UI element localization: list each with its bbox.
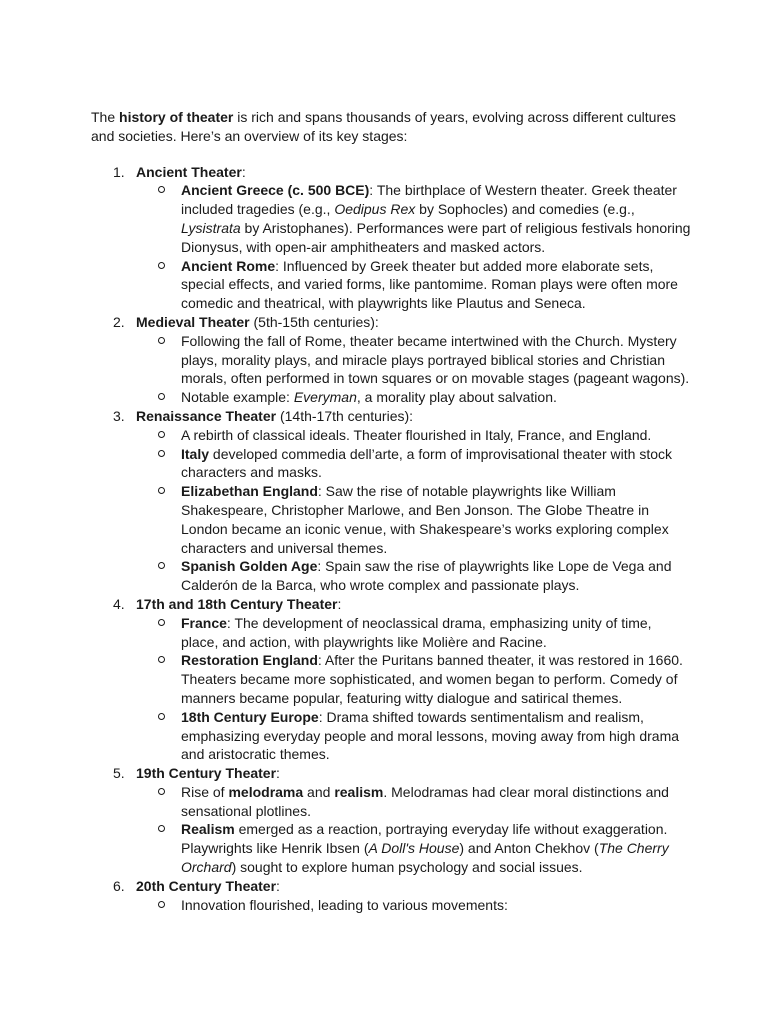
bold-term: 18th Century Europe [181,708,319,725]
sub-list-item [181,482,691,557]
hollow-bullet-icon [158,619,165,626]
bold-term: realism [334,783,384,800]
intro-text-after: is rich and spans thousands of years, evolving across different cultures and societies. Here’s an overview of its key stages: [91,109,676,144]
stage-item [113,764,691,877]
stage-title: Ancient Theater [136,163,242,180]
stage-number: 3. [113,407,125,424]
item-text: by Sophocles) and comedies (e.g., [415,201,635,218]
item-text: ) sought to explore human psychology and social issues. [231,859,583,876]
italic-title: Oedipus Rex [334,201,416,218]
stage-title-suffix: : [337,595,342,612]
hollow-bullet-icon [158,788,165,795]
stage-title: Medieval Theater [136,313,250,330]
hollow-bullet-icon [158,825,165,832]
bold-term: melodrama [228,783,304,800]
stage-title: 20th Century Theater [136,877,277,894]
hollow-bullet-icon [158,393,165,400]
hollow-bullet-icon [158,262,165,269]
intro-bold-term: history of theater [119,109,234,125]
stage-sub-list [136,783,691,877]
hollow-bullet-icon [158,337,165,344]
hollow-bullet-icon [158,901,165,908]
intro-text-before: The [91,109,120,125]
bold-term: Ancient Rome [181,257,276,274]
stages-list [91,163,691,915]
stage-item [113,313,691,407]
hollow-bullet-icon [158,431,165,438]
stage-title-suffix: : [276,765,280,782]
stage-title-suffix: : [276,877,280,894]
stage-number: 2. [113,313,125,330]
stage-title: Renaissance Theater [136,407,277,424]
bold-term: Realism [181,821,235,838]
stage-title-suffix: (14th-17th centuries): [276,407,414,424]
bold-term: Spanish Golden Age [181,558,318,575]
stage-title-suffix: (5th-15th centuries): [249,313,379,330]
stage-sub-list [136,896,691,915]
hollow-bullet-icon [158,186,165,193]
sub-list-item [181,651,691,707]
sub-list-item [181,181,691,256]
item-text: by Aristophanes). Performances were part of religious festivals honoring Dionysus, with open-air amphitheaters and masked actors. [181,219,691,255]
sub-list-item [181,614,691,652]
sub-list-item [181,388,691,407]
sub-list-item [181,426,691,445]
item-text: : Spain saw the rise of playwrights like Lope de Vega and Calderón de la Barca, who wrote complex and passionate plays. [181,558,672,594]
item-text: Notable example: [181,389,294,406]
intro-paragraph [91,108,691,146]
stage-sub-list [136,332,691,407]
sub-list-item [181,783,691,821]
item-text: Following the fall of Rome, theater became intertwined with the Church. Mystery plays, morality plays, and miracle plays portrayed biblical stories and Christian morals, often performed in town squares or on movable stages (pageant wagons). [181,332,690,387]
item-text: : The birthplace of Western theater. Greek theater included tragedies (e.g., [181,182,677,218]
sub-list-item [181,896,691,915]
italic-title: The Cherry Orchard [181,840,669,876]
stage-item [113,407,691,595]
item-text: Innovation flourished, leading to various movements: [181,896,508,913]
item-text: : Saw the rise of notable playwrights like William Shakespeare, Christopher Marlowe, and Ben Jonson. The Globe Theatre in London became an iconic venue, with Shakespeare’s works exploring complex characters and universal themes. [181,483,669,556]
bold-term: France [181,614,227,631]
stage-title-suffix: : [241,163,246,180]
item-text: Rise of [181,783,229,800]
hollow-bullet-icon [158,656,165,663]
hollow-bullet-icon [158,450,165,457]
item-text: , a morality play about salvation. [356,389,557,406]
sub-list-item [181,445,691,483]
stage-sub-list [136,614,691,764]
sub-list-item [181,820,691,876]
stage-sub-list [136,426,691,595]
sub-list-item [181,557,691,595]
hollow-bullet-icon [158,487,165,494]
hollow-bullet-icon [158,713,165,720]
item-text: developed commedia dell’arte, a form of improvisational theater with stock characters and masks. [181,445,673,481]
item-text: : Influenced by Greek theater but added more elaborate sets, special effects, and varied forms, like pantomime. Roman plays were often more comedic and theatrical, with playwrights like Plautus and Seneca. [181,257,678,312]
sub-list-item [181,257,691,313]
document-page [91,108,691,914]
hollow-bullet-icon [158,562,165,569]
item-text: . Melodramas had clear moral distinctions and sensational plotlines. [181,783,669,819]
stage-item [113,595,691,764]
item-text: : After the Puritans banned theater, it was restored in 1660. Theaters became more sophisticated, and women began to perform. Comedy of manners became popular, featuring witty dialogue and satirical themes. [181,652,683,706]
stage-title: 17th and 18th Century Theater [136,595,338,612]
item-text: A rebirth of classical ideals. Theater flourished in Italy, France, and England. [181,426,652,443]
italic-title: Everyman [293,389,357,406]
stage-number: 5. [113,765,125,782]
stage-item [113,877,691,915]
bold-term: Ancient Greece (c. 500 BCE) [181,182,370,199]
bold-term: Elizabethan England [181,483,318,500]
item-text: : Drama shifted towards sentimentalism and realism, emphasizing everyday people and moral lessons, moving away from high drama and aristocratic themes. [181,708,680,763]
stage-sub-list [136,181,691,313]
bold-term: Italy [181,445,210,462]
sub-list-item [181,708,691,764]
italic-title: A Doll's House [368,840,460,857]
bold-term: Restoration England [181,652,318,669]
item-text: ) and Anton Chekhov ( [459,840,599,857]
item-text: : The development of neoclassical drama, emphasizing unity of time, place, and action, with playwrights like Molière and Racine. [181,614,652,650]
italic-title: Lysistrata [181,219,241,236]
stage-item [113,163,691,313]
stage-title: 19th Century Theater [136,765,277,782]
stage-number: 1. [113,163,125,180]
sub-list-item [181,332,691,388]
item-text: emerged as a reaction, portraying everyday life without exaggeration. Playwrights like Henrik Ibsen ( [181,821,668,857]
stage-number: 4. [113,595,125,612]
stage-number: 6. [113,877,125,894]
item-text: and [303,783,335,800]
